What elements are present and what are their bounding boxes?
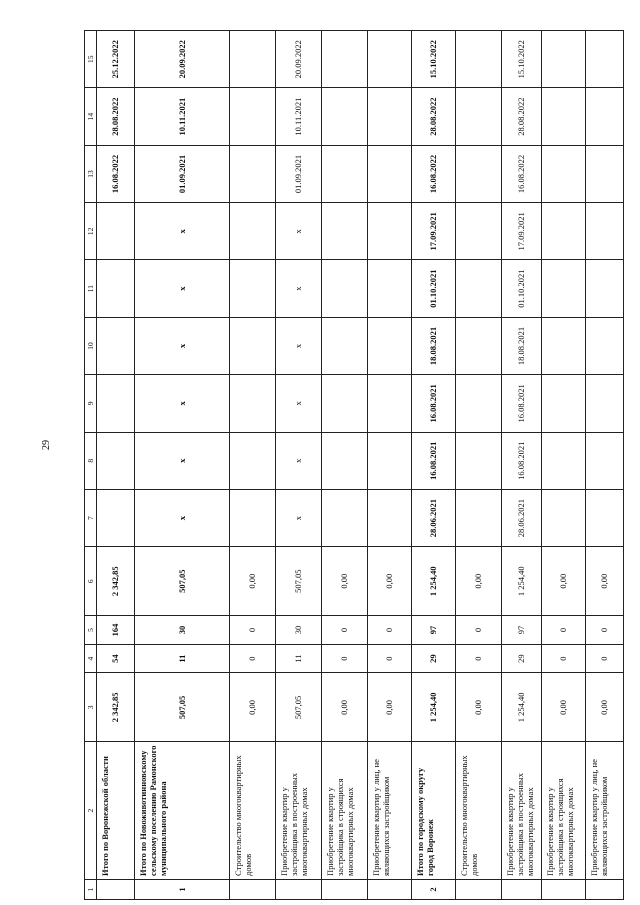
row-label-cell: Строительство многоквартирных домов — [456, 742, 502, 880]
table-row — [412, 31, 456, 900]
table-cell: 11 — [276, 644, 322, 673]
table-cell: 54 — [97, 644, 135, 673]
table-cell — [230, 31, 276, 88]
table-cell: x — [135, 489, 230, 546]
table-cell: 0 — [456, 644, 502, 673]
table-cell: 0,00 — [230, 673, 276, 742]
table-cell — [456, 203, 502, 260]
row-number-cell — [456, 879, 502, 899]
row-label-cell: Приобретение квартир у застройщика в строящихся многоквартирных домах — [542, 742, 586, 880]
table-cell: 0 — [368, 616, 412, 645]
table-cell: 2 342,85 — [97, 673, 135, 742]
table-cell: 20.09.2022 — [276, 31, 322, 88]
table-cell: 507,05 — [135, 547, 230, 616]
column-number-cell: 4 — [85, 644, 97, 673]
row-number-cell — [368, 879, 412, 899]
table-row — [542, 31, 586, 900]
row-number-cell — [322, 879, 368, 899]
table-cell: 10.11.2021 — [135, 88, 230, 145]
column-number-cell: 8 — [85, 432, 97, 489]
table-cell: 0 — [230, 616, 276, 645]
table-cell — [586, 432, 624, 489]
table-cell: 30 — [276, 616, 322, 645]
table-cell: 0,00 — [542, 547, 586, 616]
table-cell: x — [135, 317, 230, 374]
table-cell — [456, 88, 502, 145]
row-number-cell — [97, 879, 135, 899]
page-number: 29 — [41, 440, 52, 450]
table-cell: 0 — [368, 644, 412, 673]
table-cell — [586, 317, 624, 374]
table-cell — [97, 375, 135, 432]
table-cell — [322, 203, 368, 260]
rotated-table-container — [84, 30, 610, 900]
column-number-cell: 3 — [85, 673, 97, 742]
column-number-cell: 10 — [85, 317, 97, 374]
table-cell — [368, 260, 412, 317]
table-cell — [97, 260, 135, 317]
table-cell: x — [135, 203, 230, 260]
table-cell: 16.08.2021 — [412, 375, 456, 432]
table-cell — [586, 31, 624, 88]
table-cell: 0,00 — [586, 547, 624, 616]
table-cell — [230, 489, 276, 546]
table-cell: 0,00 — [368, 673, 412, 742]
table-cell: 2 342,85 — [97, 547, 135, 616]
table-cell — [542, 489, 586, 546]
row-number-cell — [502, 879, 542, 899]
table-row — [456, 31, 502, 900]
table-cell — [322, 375, 368, 432]
table-cell: 28.08.2022 — [97, 88, 135, 145]
table-cell: 28.08.2022 — [412, 88, 456, 145]
table-cell — [368, 88, 412, 145]
row-label-cell: Итого по Воронежской области — [97, 742, 135, 880]
table-row — [368, 31, 412, 900]
table-cell — [542, 88, 586, 145]
table-cell — [586, 489, 624, 546]
housing-program-table — [84, 30, 624, 900]
table-cell — [586, 88, 624, 145]
table-cell: 507,05 — [276, 547, 322, 616]
table-cell: 0,00 — [230, 547, 276, 616]
table-cell — [586, 203, 624, 260]
table-cell: 30 — [135, 616, 230, 645]
table-cell — [230, 145, 276, 202]
table-cell — [322, 489, 368, 546]
table-cell: 17.09.2021 — [412, 203, 456, 260]
table-cell: 16.08.2021 — [502, 432, 542, 489]
table-cell — [97, 317, 135, 374]
table-cell: 507,05 — [276, 673, 322, 742]
table-cell: x — [135, 432, 230, 489]
table-cell — [97, 432, 135, 489]
table-cell: 20.09.2022 — [135, 31, 230, 88]
table-cell: 16.08.2021 — [412, 432, 456, 489]
row-number-cell: 2 — [412, 879, 456, 899]
table-cell: 29 — [502, 644, 542, 673]
table-cell — [542, 375, 586, 432]
table-row — [276, 31, 322, 900]
table-cell: 16.08.2022 — [502, 145, 542, 202]
table-cell: 0,00 — [456, 547, 502, 616]
table-cell: 0 — [230, 644, 276, 673]
table-cell — [230, 88, 276, 145]
table-cell: 16.08.2022 — [412, 145, 456, 202]
table-cell: 0 — [322, 616, 368, 645]
table-cell — [322, 31, 368, 88]
table-cell: x — [276, 317, 322, 374]
table-cell: x — [276, 489, 322, 546]
table-cell — [542, 203, 586, 260]
column-number-cell: 14 — [85, 88, 97, 145]
table-cell — [542, 145, 586, 202]
table-cell — [542, 260, 586, 317]
table-cell: 16.08.2022 — [97, 145, 135, 202]
row-label-cell: Приобретение квартир у лиц, не являющихся застройщиком — [368, 742, 412, 880]
column-number-cell: 5 — [85, 616, 97, 645]
table-cell: 0 — [586, 644, 624, 673]
table-cell — [322, 145, 368, 202]
table-cell: 18.08.2021 — [412, 317, 456, 374]
column-number-cell: 15 — [85, 31, 97, 88]
table-cell: 0,00 — [542, 673, 586, 742]
table-cell: 01.10.2021 — [502, 260, 542, 317]
table-cell — [97, 203, 135, 260]
table-cell — [456, 145, 502, 202]
table-cell: 164 — [97, 616, 135, 645]
table-body — [85, 31, 624, 900]
table-cell — [322, 317, 368, 374]
table-cell: x — [276, 203, 322, 260]
table-cell: 0,00 — [322, 547, 368, 616]
table-cell: 0,00 — [322, 673, 368, 742]
table-cell: 97 — [502, 616, 542, 645]
table-cell — [322, 432, 368, 489]
table-cell: 0 — [586, 616, 624, 645]
table-cell — [97, 489, 135, 546]
table-cell — [230, 317, 276, 374]
table-cell: 0 — [542, 616, 586, 645]
row-number-cell — [276, 879, 322, 899]
table-cell: 0,00 — [456, 673, 502, 742]
table-cell: 01.10.2021 — [412, 260, 456, 317]
table-row — [586, 31, 624, 900]
table-row — [322, 31, 368, 900]
table-cell — [542, 317, 586, 374]
table-cell: 0 — [322, 644, 368, 673]
table-cell: 28.06.2021 — [412, 489, 456, 546]
table-cell: x — [276, 375, 322, 432]
table-cell — [586, 375, 624, 432]
table-cell: x — [135, 375, 230, 432]
column-number-cell: 2 — [85, 742, 97, 880]
column-number-cell: 1 — [85, 879, 97, 899]
table-cell — [456, 489, 502, 546]
table-cell: x — [135, 260, 230, 317]
row-number-cell — [586, 879, 624, 899]
table-row — [97, 31, 135, 900]
table-cell — [542, 31, 586, 88]
table-row — [230, 31, 276, 900]
row-number-cell: 1 — [135, 879, 230, 899]
table-cell: 29 — [412, 644, 456, 673]
table-cell: 01.09.2021 — [276, 145, 322, 202]
table-cell: 97 — [412, 616, 456, 645]
table-cell: 28.08.2022 — [502, 88, 542, 145]
table-cell — [230, 375, 276, 432]
table-cell — [456, 260, 502, 317]
table-cell: 0 — [542, 644, 586, 673]
table-cell — [368, 145, 412, 202]
row-label-cell: Приобретение квартир у застройщика в построенных многоквартирных домах — [502, 742, 542, 880]
column-number-row — [85, 31, 97, 900]
table-cell: 0 — [456, 616, 502, 645]
table-cell — [368, 375, 412, 432]
table-cell: 11 — [135, 644, 230, 673]
table-cell — [322, 260, 368, 317]
row-label-cell: Приобретение квартир у застройщика в построенных многоквартирных домах — [276, 742, 322, 880]
column-number-cell: 12 — [85, 203, 97, 260]
row-label-cell: Приобретение квартир у застройщика в строящихся многоквартирных домах — [322, 742, 368, 880]
table-cell: 01.09.2021 — [135, 145, 230, 202]
column-number-cell: 9 — [85, 375, 97, 432]
table-cell: x — [276, 260, 322, 317]
table-cell: 17.09.2021 — [502, 203, 542, 260]
table-cell: 16.08.2021 — [502, 375, 542, 432]
table-cell — [456, 31, 502, 88]
row-label-cell: Приобретение квартир у лиц, не являющихся застройщиком — [586, 742, 624, 880]
table-row — [135, 31, 230, 900]
table-cell — [586, 260, 624, 317]
table-cell: 0,00 — [368, 547, 412, 616]
table-cell — [368, 203, 412, 260]
row-label-cell: Строительство многоквартирных домов — [230, 742, 276, 880]
table-row — [502, 31, 542, 900]
table-cell — [456, 317, 502, 374]
table-cell — [322, 88, 368, 145]
table-cell: 1 254,40 — [412, 673, 456, 742]
table-cell — [456, 432, 502, 489]
table-cell — [586, 145, 624, 202]
column-number-cell: 6 — [85, 547, 97, 616]
table-cell: 10.11.2021 — [276, 88, 322, 145]
table-cell: x — [276, 432, 322, 489]
table-cell: 15.10.2022 — [502, 31, 542, 88]
table-cell: 25.12.2022 — [97, 31, 135, 88]
table-cell — [230, 260, 276, 317]
row-label-cell: Итого по городскому округу город Воронеж — [412, 742, 456, 880]
table-cell — [368, 31, 412, 88]
table-cell: 28.06.2021 — [502, 489, 542, 546]
column-number-cell: 13 — [85, 145, 97, 202]
row-label-cell: Итого по Новоживотинновскому сельскому поселению Рамонского муниципального района — [135, 742, 230, 880]
table-cell: 507,05 — [135, 673, 230, 742]
table-cell: 15.10.2022 — [412, 31, 456, 88]
table-cell: 1 254,40 — [412, 547, 456, 616]
column-number-cell: 11 — [85, 260, 97, 317]
column-number-cell: 7 — [85, 489, 97, 546]
table-cell: 1 254,40 — [502, 673, 542, 742]
table-cell — [230, 432, 276, 489]
table-cell: 1 254,40 — [502, 547, 542, 616]
table-cell — [368, 432, 412, 489]
row-number-cell — [542, 879, 586, 899]
table-cell — [368, 489, 412, 546]
table-cell: 18.08.2021 — [502, 317, 542, 374]
table-cell — [456, 375, 502, 432]
table-cell — [542, 432, 586, 489]
table-cell — [368, 317, 412, 374]
table-cell: 0,00 — [586, 673, 624, 742]
table-cell — [230, 203, 276, 260]
row-number-cell — [230, 879, 276, 899]
